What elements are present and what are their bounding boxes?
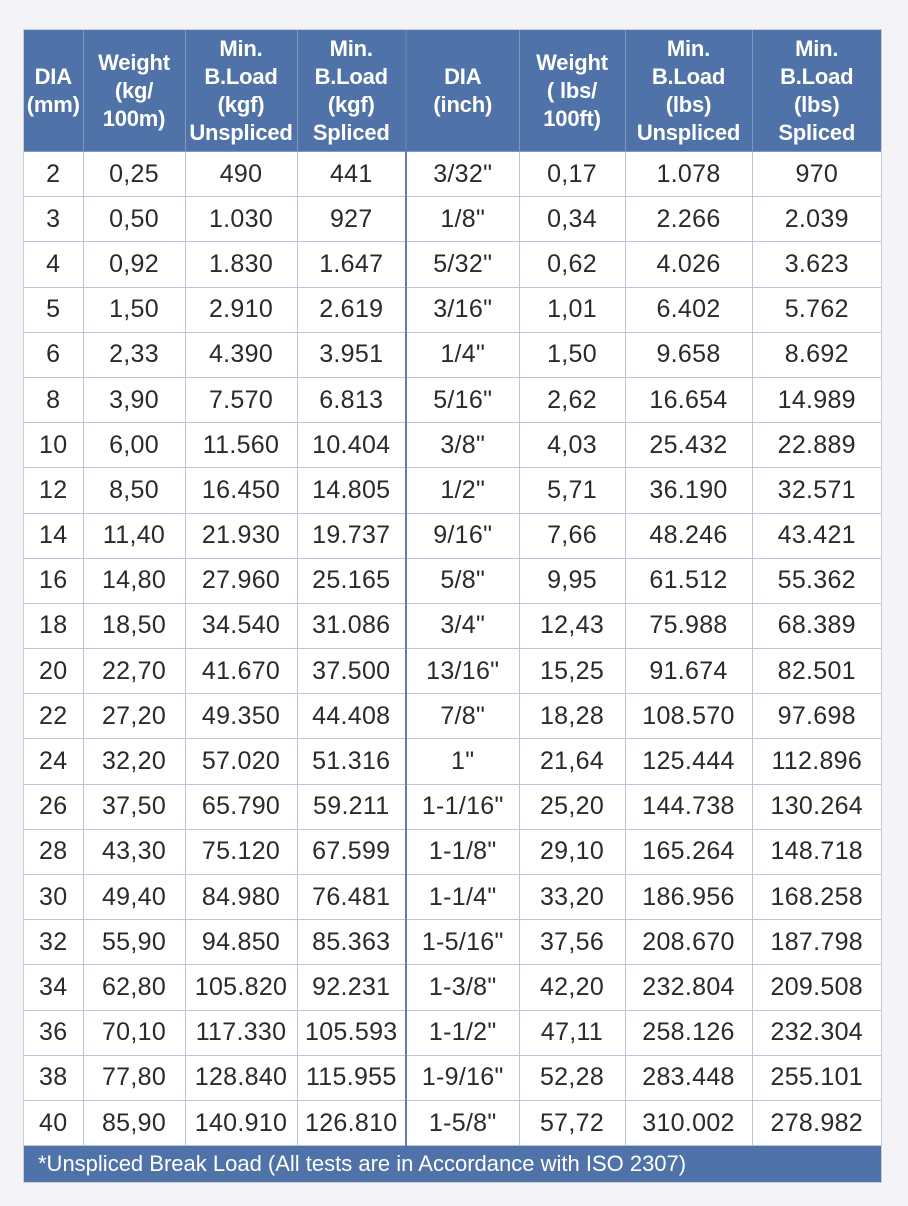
header-line: Min. xyxy=(329,35,373,61)
cell-dia-inch: 1-3/8" xyxy=(406,965,519,1010)
cell-weight-kg: 14,80 xyxy=(83,558,185,603)
cell-dia-inch: 1" xyxy=(406,739,519,784)
cell-dia-inch: 3/16" xyxy=(406,287,519,332)
cell-bload-kgf-spliced: 92.231 xyxy=(297,965,406,1010)
cell-dia-mm: 38 xyxy=(24,1055,83,1100)
header-line: 100m) xyxy=(102,105,166,131)
cell-dia-inch: 3/32" xyxy=(406,152,519,197)
header-line: (mm) xyxy=(26,91,80,117)
cell-bload-kgf-unspliced: 7.570 xyxy=(185,377,297,422)
cell-weight-kg: 70,10 xyxy=(83,1010,185,1055)
table-header xyxy=(24,30,881,152)
cell-dia-inch: 1-1/16" xyxy=(406,784,519,829)
table-row xyxy=(24,649,881,694)
cell-bload-kgf-spliced: 14.805 xyxy=(297,468,406,513)
table-row xyxy=(24,1100,881,1145)
cell-bload-kgf-unspliced: 49.350 xyxy=(185,694,297,739)
header-row xyxy=(24,30,881,152)
cell-dia-mm: 10 xyxy=(24,423,83,468)
cell-dia-inch: 7/8" xyxy=(406,694,519,739)
cell-bload-lbs-spliced: 97.698 xyxy=(752,694,881,739)
cell-bload-lbs-spliced: 187.798 xyxy=(752,920,881,965)
cell-bload-kgf-unspliced: 140.910 xyxy=(185,1100,297,1145)
cell-weight-kg: 1,50 xyxy=(83,287,185,332)
table-row xyxy=(24,875,881,920)
rope-spec-table-container xyxy=(24,30,881,1182)
cell-weight-lbs: 21,64 xyxy=(519,739,625,784)
cell-bload-lbs-spliced: 14.989 xyxy=(752,377,881,422)
header-weight-kg xyxy=(83,30,185,152)
cell-weight-lbs: 1,01 xyxy=(519,287,625,332)
cell-bload-lbs-unspliced: 144.738 xyxy=(625,784,752,829)
header-bload-lbs-unspliced xyxy=(625,30,752,152)
cell-weight-kg: 6,00 xyxy=(83,423,185,468)
cell-bload-lbs-spliced: 112.896 xyxy=(752,739,881,784)
cell-dia-inch: 1-1/2" xyxy=(406,1010,519,1055)
cell-dia-inch: 1-9/16" xyxy=(406,1055,519,1100)
cell-bload-lbs-unspliced: 165.264 xyxy=(625,829,752,874)
cell-weight-kg: 77,80 xyxy=(83,1055,185,1100)
cell-bload-lbs-spliced: 2.039 xyxy=(752,197,881,242)
cell-bload-lbs-unspliced: 25.432 xyxy=(625,423,752,468)
cell-dia-inch: 5/8" xyxy=(406,558,519,603)
header-line: DIA xyxy=(444,63,482,89)
cell-bload-lbs-unspliced: 6.402 xyxy=(625,287,752,332)
cell-weight-kg: 2,33 xyxy=(83,332,185,377)
header-line: (lbs) xyxy=(665,91,712,117)
cell-bload-lbs-spliced: 255.101 xyxy=(752,1055,881,1100)
cell-bload-lbs-spliced: 232.304 xyxy=(752,1010,881,1055)
cell-weight-lbs: 52,28 xyxy=(519,1055,625,1100)
cell-bload-lbs-unspliced: 125.444 xyxy=(625,739,752,784)
header-line: B.Load xyxy=(780,63,854,89)
cell-dia-mm: 6 xyxy=(24,332,83,377)
cell-bload-lbs-spliced: 278.982 xyxy=(752,1100,881,1145)
cell-weight-kg: 0,50 xyxy=(83,197,185,242)
table-row xyxy=(24,242,881,287)
cell-dia-mm: 2 xyxy=(24,152,83,197)
cell-weight-lbs: 0,62 xyxy=(519,242,625,287)
cell-bload-lbs-unspliced: 1.078 xyxy=(625,152,752,197)
table-row xyxy=(24,558,881,603)
header-line: Unspliced xyxy=(636,119,741,145)
cell-bload-lbs-unspliced: 208.670 xyxy=(625,920,752,965)
cell-bload-kgf-unspliced: 21.930 xyxy=(185,513,297,558)
cell-dia-inch: 13/16" xyxy=(406,649,519,694)
table-row xyxy=(24,1055,881,1100)
table-row xyxy=(24,784,881,829)
table-row xyxy=(24,468,881,513)
cell-weight-lbs: 47,11 xyxy=(519,1010,625,1055)
cell-dia-mm: 4 xyxy=(24,242,83,287)
cell-weight-kg: 11,40 xyxy=(83,513,185,558)
header-line: DIA xyxy=(34,63,72,89)
cell-bload-kgf-spliced: 37.500 xyxy=(297,649,406,694)
cell-dia-mm: 28 xyxy=(24,829,83,874)
cell-bload-kgf-unspliced: 11.560 xyxy=(185,423,297,468)
cell-weight-kg: 18,50 xyxy=(83,603,185,648)
cell-bload-lbs-unspliced: 36.190 xyxy=(625,468,752,513)
table-row xyxy=(24,377,881,422)
cell-weight-lbs: 29,10 xyxy=(519,829,625,874)
cell-weight-kg: 0,25 xyxy=(83,152,185,197)
cell-bload-lbs-spliced: 970 xyxy=(752,152,881,197)
cell-dia-mm: 16 xyxy=(24,558,83,603)
cell-dia-mm: 24 xyxy=(24,739,83,784)
cell-weight-lbs: 15,25 xyxy=(519,649,625,694)
cell-bload-lbs-unspliced: 283.448 xyxy=(625,1055,752,1100)
cell-weight-kg: 27,20 xyxy=(83,694,185,739)
cell-dia-mm: 20 xyxy=(24,649,83,694)
table-row xyxy=(24,965,881,1010)
header-line: (inch) xyxy=(433,91,493,117)
header-line: (kg/ xyxy=(114,77,154,103)
cell-dia-inch: 3/4" xyxy=(406,603,519,648)
header-line: Spliced xyxy=(778,119,856,145)
cell-bload-lbs-spliced: 148.718 xyxy=(752,829,881,874)
table-row xyxy=(24,694,881,739)
cell-bload-kgf-spliced: 10.404 xyxy=(297,423,406,468)
cell-weight-lbs: 0,17 xyxy=(519,152,625,197)
cell-bload-lbs-spliced: 3.623 xyxy=(752,242,881,287)
cell-bload-kgf-unspliced: 57.020 xyxy=(185,739,297,784)
cell-weight-lbs: 12,43 xyxy=(519,603,625,648)
cell-dia-mm: 5 xyxy=(24,287,83,332)
header-line: Weight xyxy=(98,49,170,75)
cell-dia-mm: 36 xyxy=(24,1010,83,1055)
cell-bload-kgf-spliced: 115.955 xyxy=(297,1055,406,1100)
header-line: Weight xyxy=(536,49,608,75)
cell-bload-kgf-spliced: 3.951 xyxy=(297,332,406,377)
cell-bload-kgf-unspliced: 490 xyxy=(185,152,297,197)
header-line: Unspliced xyxy=(189,119,293,145)
cell-weight-lbs: 1,50 xyxy=(519,332,625,377)
header-line: Min. xyxy=(795,35,839,61)
cell-dia-mm: 26 xyxy=(24,784,83,829)
header-line: Spliced xyxy=(312,119,390,145)
cell-bload-lbs-unspliced: 75.988 xyxy=(625,603,752,648)
cell-bload-lbs-spliced: 55.362 xyxy=(752,558,881,603)
cell-dia-mm: 40 xyxy=(24,1100,83,1145)
header-line: (lbs) xyxy=(794,91,840,117)
cell-bload-kgf-spliced: 6.813 xyxy=(297,377,406,422)
table-row xyxy=(24,197,881,242)
table-row xyxy=(24,332,881,377)
header-dia-inch xyxy=(406,30,519,152)
cell-bload-kgf-unspliced: 27.960 xyxy=(185,558,297,603)
cell-weight-kg: 22,70 xyxy=(83,649,185,694)
cell-bload-lbs-unspliced: 232.804 xyxy=(625,965,752,1010)
cell-weight-kg: 0,92 xyxy=(83,242,185,287)
cell-bload-kgf-unspliced: 117.330 xyxy=(185,1010,297,1055)
cell-weight-lbs: 0,34 xyxy=(519,197,625,242)
cell-bload-kgf-unspliced: 34.540 xyxy=(185,603,297,648)
cell-bload-kgf-unspliced: 105.820 xyxy=(185,965,297,1010)
cell-bload-lbs-spliced: 82.501 xyxy=(752,649,881,694)
cell-bload-kgf-spliced: 59.211 xyxy=(297,784,406,829)
cell-dia-mm: 30 xyxy=(24,875,83,920)
cell-weight-lbs: 2,62 xyxy=(519,377,625,422)
cell-dia-inch: 1-5/8" xyxy=(406,1100,519,1145)
table-row xyxy=(24,920,881,965)
cell-bload-kgf-unspliced: 65.790 xyxy=(185,784,297,829)
cell-weight-lbs: 7,66 xyxy=(519,513,625,558)
table-row xyxy=(24,1010,881,1055)
cell-weight-lbs: 18,28 xyxy=(519,694,625,739)
cell-weight-lbs: 57,72 xyxy=(519,1100,625,1145)
header-line: 100ft) xyxy=(543,105,601,131)
cell-bload-kgf-spliced: 85.363 xyxy=(297,920,406,965)
cell-weight-lbs: 25,20 xyxy=(519,784,625,829)
cell-bload-lbs-spliced: 68.389 xyxy=(752,603,881,648)
cell-dia-inch: 1/2" xyxy=(406,468,519,513)
cell-bload-kgf-spliced: 1.647 xyxy=(297,242,406,287)
cell-bload-lbs-unspliced: 258.126 xyxy=(625,1010,752,1055)
cell-bload-lbs-unspliced: 2.266 xyxy=(625,197,752,242)
cell-bload-kgf-unspliced: 94.850 xyxy=(185,920,297,965)
cell-weight-kg: 55,90 xyxy=(83,920,185,965)
cell-bload-kgf-unspliced: 84.980 xyxy=(185,875,297,920)
cell-bload-lbs-unspliced: 186.956 xyxy=(625,875,752,920)
cell-weight-kg: 3,90 xyxy=(83,377,185,422)
cell-weight-lbs: 37,56 xyxy=(519,920,625,965)
cell-dia-inch: 5/32" xyxy=(406,242,519,287)
cell-dia-mm: 14 xyxy=(24,513,83,558)
cell-dia-inch: 1/4" xyxy=(406,332,519,377)
cell-bload-kgf-unspliced: 75.120 xyxy=(185,829,297,874)
cell-bload-lbs-spliced: 130.264 xyxy=(752,784,881,829)
header-bload-lbs-spliced xyxy=(752,30,881,152)
cell-bload-lbs-spliced: 5.762 xyxy=(752,287,881,332)
cell-bload-kgf-spliced: 67.599 xyxy=(297,829,406,874)
header-line: Min. xyxy=(666,35,711,61)
cell-bload-kgf-spliced: 76.481 xyxy=(297,875,406,920)
table-row xyxy=(24,513,881,558)
cell-bload-lbs-unspliced: 4.026 xyxy=(625,242,752,287)
cell-bload-kgf-spliced: 25.165 xyxy=(297,558,406,603)
header-line: B.Load xyxy=(204,63,278,89)
cell-weight-kg: 62,80 xyxy=(83,965,185,1010)
header-line: Min. xyxy=(219,35,263,61)
header-weight-lbs xyxy=(519,30,625,152)
cell-dia-mm: 34 xyxy=(24,965,83,1010)
cell-weight-kg: 85,90 xyxy=(83,1100,185,1145)
table-row xyxy=(24,423,881,468)
cell-weight-kg: 43,30 xyxy=(83,829,185,874)
cell-dia-mm: 18 xyxy=(24,603,83,648)
cell-bload-kgf-spliced: 2.619 xyxy=(297,287,406,332)
header-line: B.Load xyxy=(651,63,726,89)
table-row xyxy=(24,287,881,332)
cell-dia-mm: 32 xyxy=(24,920,83,965)
cell-bload-lbs-spliced: 8.692 xyxy=(752,332,881,377)
cell-bload-kgf-unspliced: 41.670 xyxy=(185,649,297,694)
cell-dia-inch: 1/8" xyxy=(406,197,519,242)
cell-bload-kgf-spliced: 126.810 xyxy=(297,1100,406,1145)
cell-weight-kg: 49,40 xyxy=(83,875,185,920)
cell-dia-mm: 8 xyxy=(24,377,83,422)
header-line: (kgf) xyxy=(327,91,375,117)
cell-bload-lbs-unspliced: 16.654 xyxy=(625,377,752,422)
cell-dia-inch: 1-5/16" xyxy=(406,920,519,965)
cell-weight-lbs: 5,71 xyxy=(519,468,625,513)
cell-weight-lbs: 9,95 xyxy=(519,558,625,603)
cell-weight-lbs: 33,20 xyxy=(519,875,625,920)
cell-bload-kgf-unspliced: 128.840 xyxy=(185,1055,297,1100)
table-row xyxy=(24,152,881,197)
table-body xyxy=(24,152,881,1146)
cell-bload-kgf-spliced: 441 xyxy=(297,152,406,197)
cell-dia-inch: 3/8" xyxy=(406,423,519,468)
cell-bload-kgf-spliced: 19.737 xyxy=(297,513,406,558)
cell-dia-inch: 5/16" xyxy=(406,377,519,422)
rope-spec-table xyxy=(24,30,881,1146)
cell-bload-lbs-spliced: 209.508 xyxy=(752,965,881,1010)
cell-bload-kgf-unspliced: 4.390 xyxy=(185,332,297,377)
cell-bload-lbs-unspliced: 310.002 xyxy=(625,1100,752,1145)
cell-bload-lbs-spliced: 22.889 xyxy=(752,423,881,468)
footnote: *Unspliced Break Load (All tests are in Accordance with ISO 2307) xyxy=(24,1146,881,1182)
header-line: ( lbs/ xyxy=(546,77,598,103)
table-row xyxy=(24,829,881,874)
cell-bload-lbs-unspliced: 48.246 xyxy=(625,513,752,558)
header-bload-kgf-unspliced xyxy=(185,30,297,152)
table-row xyxy=(24,603,881,648)
cell-dia-inch: 1-1/4" xyxy=(406,875,519,920)
cell-dia-mm: 3 xyxy=(24,197,83,242)
cell-dia-inch: 9/16" xyxy=(406,513,519,558)
cell-bload-lbs-unspliced: 61.512 xyxy=(625,558,752,603)
cell-weight-lbs: 42,20 xyxy=(519,965,625,1010)
cell-bload-kgf-spliced: 31.086 xyxy=(297,603,406,648)
cell-bload-lbs-spliced: 43.421 xyxy=(752,513,881,558)
cell-dia-mm: 22 xyxy=(24,694,83,739)
cell-bload-kgf-spliced: 44.408 xyxy=(297,694,406,739)
cell-bload-kgf-spliced: 105.593 xyxy=(297,1010,406,1055)
cell-bload-lbs-spliced: 168.258 xyxy=(752,875,881,920)
header-line: B.Load xyxy=(314,63,388,89)
cell-weight-lbs: 4,03 xyxy=(519,423,625,468)
table-row xyxy=(24,739,881,784)
cell-weight-kg: 37,50 xyxy=(83,784,185,829)
cell-bload-lbs-unspliced: 108.570 xyxy=(625,694,752,739)
cell-bload-kgf-spliced: 927 xyxy=(297,197,406,242)
header-dia-mm xyxy=(24,30,83,152)
cell-bload-kgf-unspliced: 2.910 xyxy=(185,287,297,332)
cell-weight-kg: 32,20 xyxy=(83,739,185,784)
cell-bload-kgf-unspliced: 16.450 xyxy=(185,468,297,513)
header-bload-kgf-spliced xyxy=(297,30,406,152)
cell-dia-mm: 12 xyxy=(24,468,83,513)
cell-bload-kgf-unspliced: 1.030 xyxy=(185,197,297,242)
cell-dia-inch: 1-1/8" xyxy=(406,829,519,874)
cell-weight-kg: 8,50 xyxy=(83,468,185,513)
cell-bload-lbs-unspliced: 91.674 xyxy=(625,649,752,694)
header-line: (kgf) xyxy=(217,91,265,117)
cell-bload-kgf-unspliced: 1.830 xyxy=(185,242,297,287)
cell-bload-kgf-spliced: 51.316 xyxy=(297,739,406,784)
cell-bload-lbs-unspliced: 9.658 xyxy=(625,332,752,377)
cell-bload-lbs-spliced: 32.571 xyxy=(752,468,881,513)
